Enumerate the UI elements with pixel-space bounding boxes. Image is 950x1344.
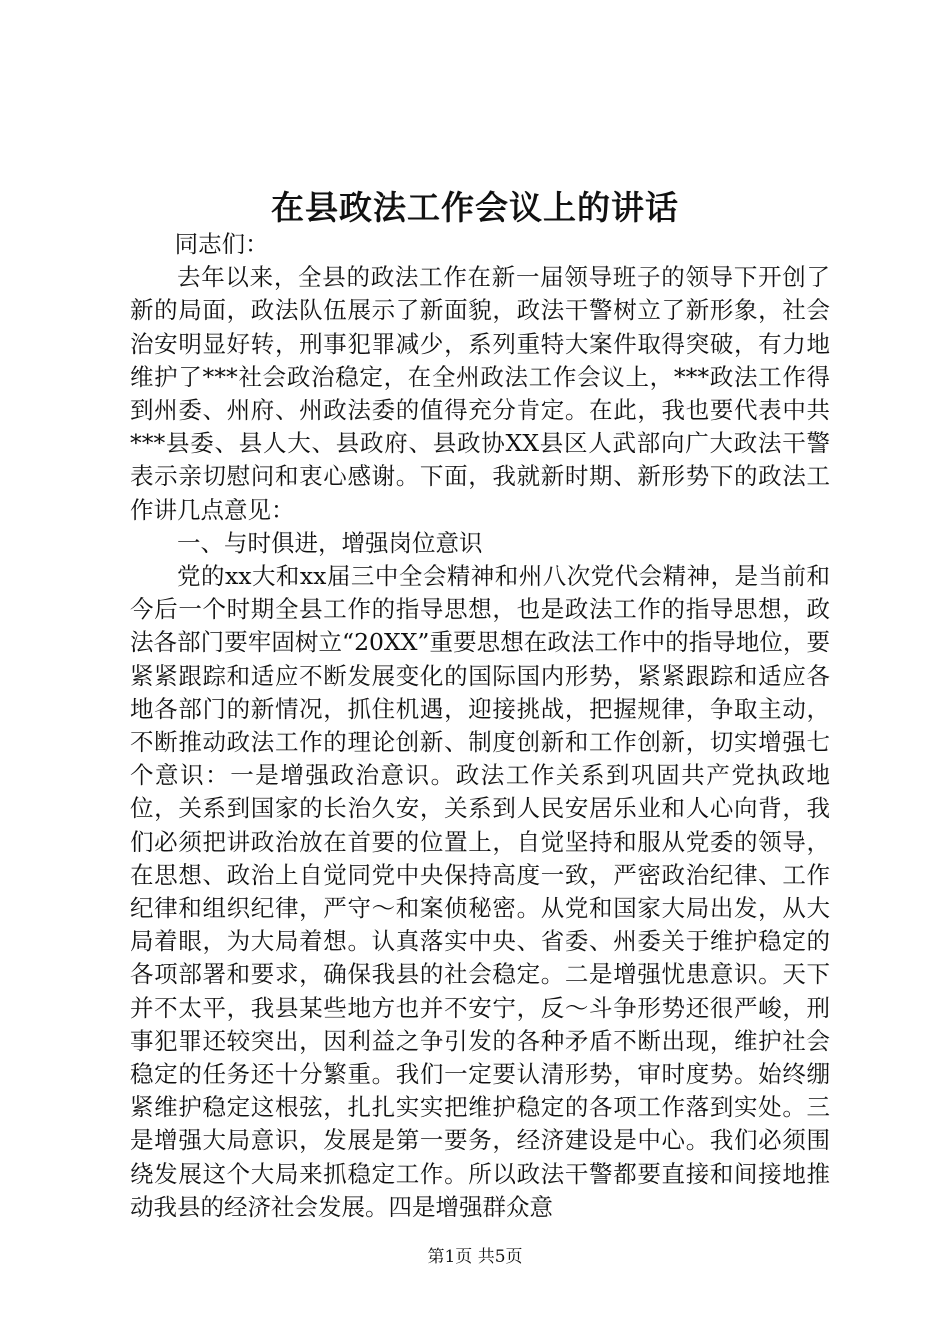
salutation-paragraph: 同志们： — [174, 230, 269, 258]
document-title: 在县政法工作会议上的讲话 — [271, 188, 679, 227]
page-footer: 第1页 共5页 — [427, 1247, 523, 1267]
intro-paragraph: 去年以来，全县的政法工作在新一届领导班子的领导下开创了新的局面，政法队伍展示了新面貌，政法干警树立了新形象，社会治安明显好转，刑事犯罪减少，系列重特大案件取得突破，有力地维护了***社会政治稳定，在全州政法工作会议上，***政法工作得到州委、州府、州政法委的值得充分肯定。在此，我也要代表中共***县委、县人大、县政府、县政协XX县区人武部向广大政法干警表示亲切慰问和衷心感谢。下面，我就新时期、新形势下的政法工作讲几点意见： — [130, 263, 830, 524]
section-body-paragraph: 党的xx大和xx届三中全会精神和州八次党代会精神，是当前和今后一个时期全县工作的指导思想，也是政法工作的指导思想，政法各部门要牢固树立“20XX”重要思想在政法工作中的指导地位，要紧紧跟踪和适应不断发展变化的国际国内形势，紧紧跟踪和适应各地各部门的新情况，抓住机遇，迎接挑战，把握规律，争取主动，不断推动政法工作的理论创新、制度创新和工作创新，切实增强七个意识：一是增强政治意识。政法工作关系到巩固共产党执政地位，关系到国家的长治久安，关系到人民安居乐业和人心向背，我们必须把讲政治放在首要的位置上，自觉坚持和服从党委的领导，在思想、政治上自觉同党中央保持高度一致，严密政治纪律、工作纪律和组织纪律，严守～和案侦秘密。从党和国家大局出发，从大局着眼，为大局着想。认真落实中央、省委、州委关于维护稳定的各项部署和要求，确保我县的社会稳定。二是增强忧患意识。天下并不太平，我县某些地方也并不安宁，反～斗争形势还很严峻，刑事犯罪还较突出，因利益之争引发的各种矛盾不断出现，维护社会稳定的任务还十分繁重。我们一定要认清形势，审时度势。始终绷紧维护稳定这根弦，扎扎实实把维护稳定的各项工作落到实处。三是增强大局意识，发展是第一要务，经济建设是中心。我们必须围绕发展这个大局来抓稳定工作。所以政法干警都要直接和间接地推动我县的经济社会发展。四是增强群众意 — [130, 562, 830, 1221]
document-body — [130, 228, 830, 1224]
section-heading: 一、与时俱进，增强岗位意识 — [177, 528, 483, 557]
